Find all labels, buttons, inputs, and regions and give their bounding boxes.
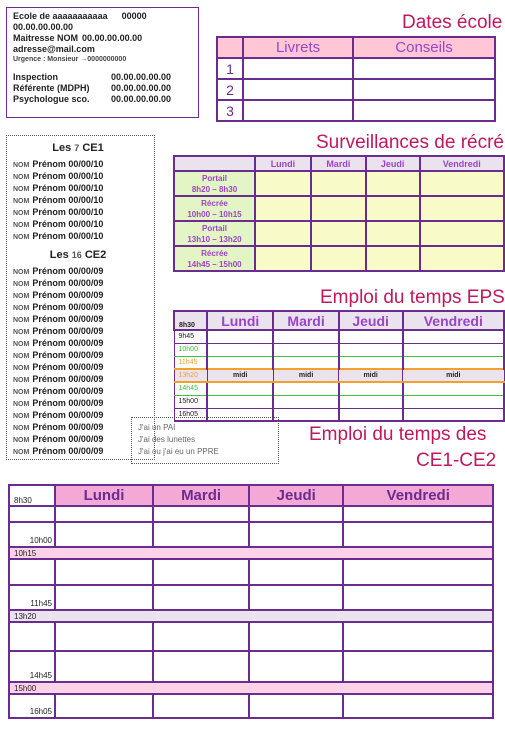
student-firstname-date: Prénom 00/00/10 <box>32 219 104 229</box>
tt-day: Jeudi <box>249 485 343 506</box>
eps-title: Emploi du temps EPS <box>320 287 505 308</box>
row-number: 1 <box>217 58 243 79</box>
legend-ppre: J'ai ou j'ai eu un PPRE <box>138 447 219 456</box>
eps-time: 9h45 <box>174 330 207 343</box>
eps-day: Vendredi <box>403 311 504 330</box>
student-firstname-date: Prénom 00/00/09 <box>32 290 104 300</box>
student-firstname-date: Prénom 00/00/10 <box>32 159 104 169</box>
eps-time: 10h00 <box>174 343 207 356</box>
tt-first-time: 8h30 <box>9 485 55 506</box>
legend-lunettes: J'ai des lunettes <box>138 435 196 444</box>
student-firstname-date: Prénom 00/00/09 <box>32 386 104 396</box>
teacher-label: Maitresse NOM <box>13 33 79 43</box>
student-firstname-date: Prénom 00/00/10 <box>32 195 104 205</box>
student-lastname: NOM <box>13 341 30 348</box>
surveillance-title: Surveillances de récré <box>316 132 504 153</box>
col-conseils: Conseils <box>353 37 495 58</box>
inspection-label: Inspection <box>13 72 59 82</box>
student-row <box>13 374 154 386</box>
student-row <box>13 302 154 314</box>
referente-phone: 00.00.00.00.00 <box>111 83 172 93</box>
referente-label: Référente (MDPH) <box>13 83 90 93</box>
student-lastname: NOM <box>13 269 30 276</box>
student-row <box>13 207 154 219</box>
eps-midi: midi <box>339 369 403 382</box>
surv-slot: Récrée 14h45 – 15h00 <box>174 246 255 271</box>
school-code: 00000 <box>121 11 147 21</box>
student-firstname-date: Prénom 00/00/09 <box>32 410 104 420</box>
student-lastname: NOM <box>13 401 30 408</box>
school-name: Ecole de aaaaaaaaaaa <box>13 11 108 21</box>
eps-day: Jeudi <box>339 311 403 330</box>
student-row <box>13 195 154 207</box>
col-livrets: Livrets <box>243 37 353 58</box>
eps-midi: midi <box>403 369 504 382</box>
student-lastname: NOM <box>13 174 30 181</box>
student-lastname: NOM <box>13 329 30 336</box>
student-lastname: NOM <box>13 210 30 217</box>
student-lastname: NOM <box>13 305 30 312</box>
student-lastname: NOM <box>13 449 30 456</box>
eps-time: 11h45 <box>174 356 207 369</box>
tt-time: 16h05 <box>9 694 55 718</box>
school-phone: 00.00.00.00.00 <box>13 22 74 32</box>
student-firstname-date: Prénom 00/00/09 <box>32 362 104 372</box>
tt-time: 14h45 <box>9 651 55 682</box>
student-firstname-date: Prénom 00/00/09 <box>32 314 104 324</box>
tt-break: 15h00 <box>9 682 493 694</box>
teacher-phone: 00.00.00.00.00 <box>82 33 143 43</box>
student-lastname: NOM <box>13 353 30 360</box>
eps-time: 15h00 <box>174 395 207 408</box>
surv-day: Vendredi <box>420 156 504 171</box>
surv-day: Jeudi <box>366 156 420 171</box>
legend-box <box>131 417 279 464</box>
student-firstname-date: Prénom 00/00/09 <box>32 374 104 384</box>
row-number: 3 <box>217 100 243 121</box>
student-firstname-date: Prénom 00/00/09 <box>32 278 104 288</box>
student-row <box>13 231 154 243</box>
student-firstname-date: Prénom 00/00/10 <box>32 207 104 217</box>
row-number: 2 <box>217 79 243 100</box>
student-firstname-date: Prénom 00/00/10 <box>32 231 104 241</box>
eps-midi: midi <box>273 369 338 382</box>
timetable-title-line1: Emploi du temps des <box>309 424 487 445</box>
tt-day: Vendredi <box>343 485 493 506</box>
eps-day: Lundi <box>207 311 273 330</box>
student-firstname-date: Prénom 00/00/09 <box>32 446 104 456</box>
student-lastname: NOM <box>13 413 30 420</box>
student-lastname: NOM <box>13 293 30 300</box>
student-lastname: NOM <box>13 198 30 205</box>
student-firstname-date: Prénom 00/00/09 <box>32 266 104 276</box>
student-row <box>13 266 154 278</box>
ce1-list <box>13 159 154 243</box>
psy-label: Psychologue sco. <box>13 94 90 104</box>
student-lastname: NOM <box>13 389 30 396</box>
eps-day: Mardi <box>273 311 338 330</box>
surv-day: Lundi <box>255 156 311 171</box>
student-row <box>13 278 154 290</box>
student-row <box>13 314 154 326</box>
student-lastname: NOM <box>13 365 30 372</box>
student-lastname: NOM <box>13 281 30 288</box>
students-box <box>6 135 155 460</box>
student-firstname-date: Prénom 00/00/09 <box>32 398 104 408</box>
psy-phone: 00.00.00.00.00 <box>111 94 172 104</box>
student-row <box>13 362 154 374</box>
student-row <box>13 386 154 398</box>
eps-first-time: 8h30 <box>174 311 207 330</box>
tt-day: Lundi <box>55 485 153 506</box>
student-row <box>13 338 154 350</box>
tt-break: 13h20 <box>9 610 493 622</box>
urgency-contact: Urgence : Monsieur →0000000000 <box>13 56 127 63</box>
student-lastname: NOM <box>13 425 30 432</box>
eps-midi-time: 13h20 <box>174 369 207 382</box>
student-firstname-date: Prénom 00/00/09 <box>32 326 104 336</box>
surv-slot: Portail 8h20 – 8h30 <box>174 171 255 196</box>
eps-time: 14h45 <box>174 382 207 395</box>
student-firstname-date: Prénom 00/00/09 <box>32 422 104 432</box>
student-lastname: NOM <box>13 377 30 384</box>
contact-box <box>6 7 199 118</box>
eps-table <box>173 310 505 422</box>
student-lastname: NOM <box>13 317 30 324</box>
student-row <box>13 326 154 338</box>
student-lastname: NOM <box>13 162 30 169</box>
eps-time: 16h05 <box>174 408 207 421</box>
surv-slot: Récrée 10h00 – 10h15 <box>174 196 255 221</box>
student-row <box>13 183 154 195</box>
student-firstname-date: Prénom 00/00/10 <box>32 183 104 193</box>
ce2-title: Les 16 CE2 <box>49 249 107 261</box>
student-lastname: NOM <box>13 437 30 444</box>
student-row <box>13 398 154 410</box>
tt-time: 11h45 <box>9 585 55 610</box>
timetable-title-line2: CE1-CE2 <box>416 450 497 471</box>
student-firstname-date: Prénom 00/00/09 <box>32 302 104 312</box>
student-row <box>13 171 154 183</box>
email: adresse@mail.com <box>13 44 95 54</box>
student-row <box>13 350 154 362</box>
student-lastname: NOM <box>13 186 30 193</box>
eps-midi: midi <box>207 369 273 382</box>
tt-time: 10h00 <box>9 522 55 547</box>
tt-break: 10h15 <box>9 547 493 559</box>
tt-day: Mardi <box>153 485 249 506</box>
inspection-phone: 00.00.00.00.00 <box>111 72 172 82</box>
timetable <box>8 484 494 719</box>
student-firstname-date: Prénom 00/00/09 <box>32 338 104 348</box>
student-lastname: NOM <box>13 222 30 229</box>
surv-day: Mardi <box>311 156 366 171</box>
student-firstname-date: Prénom 00/00/09 <box>32 350 104 360</box>
student-row <box>13 290 154 302</box>
student-lastname: NOM <box>13 234 30 241</box>
dates-table <box>216 36 496 122</box>
student-row <box>13 159 154 171</box>
ce1-title: Les 7 CE1 <box>52 142 104 154</box>
surveillance-table <box>173 155 505 272</box>
student-firstname-date: Prénom 00/00/09 <box>32 434 104 444</box>
legend-pai: J'ai un PAI <box>138 423 176 432</box>
student-firstname-date: Prénom 00/00/10 <box>32 171 104 181</box>
dates-title: Dates école <box>402 12 503 33</box>
student-row <box>13 219 154 231</box>
surv-slot: Portail 13h10 – 13h20 <box>174 221 255 246</box>
